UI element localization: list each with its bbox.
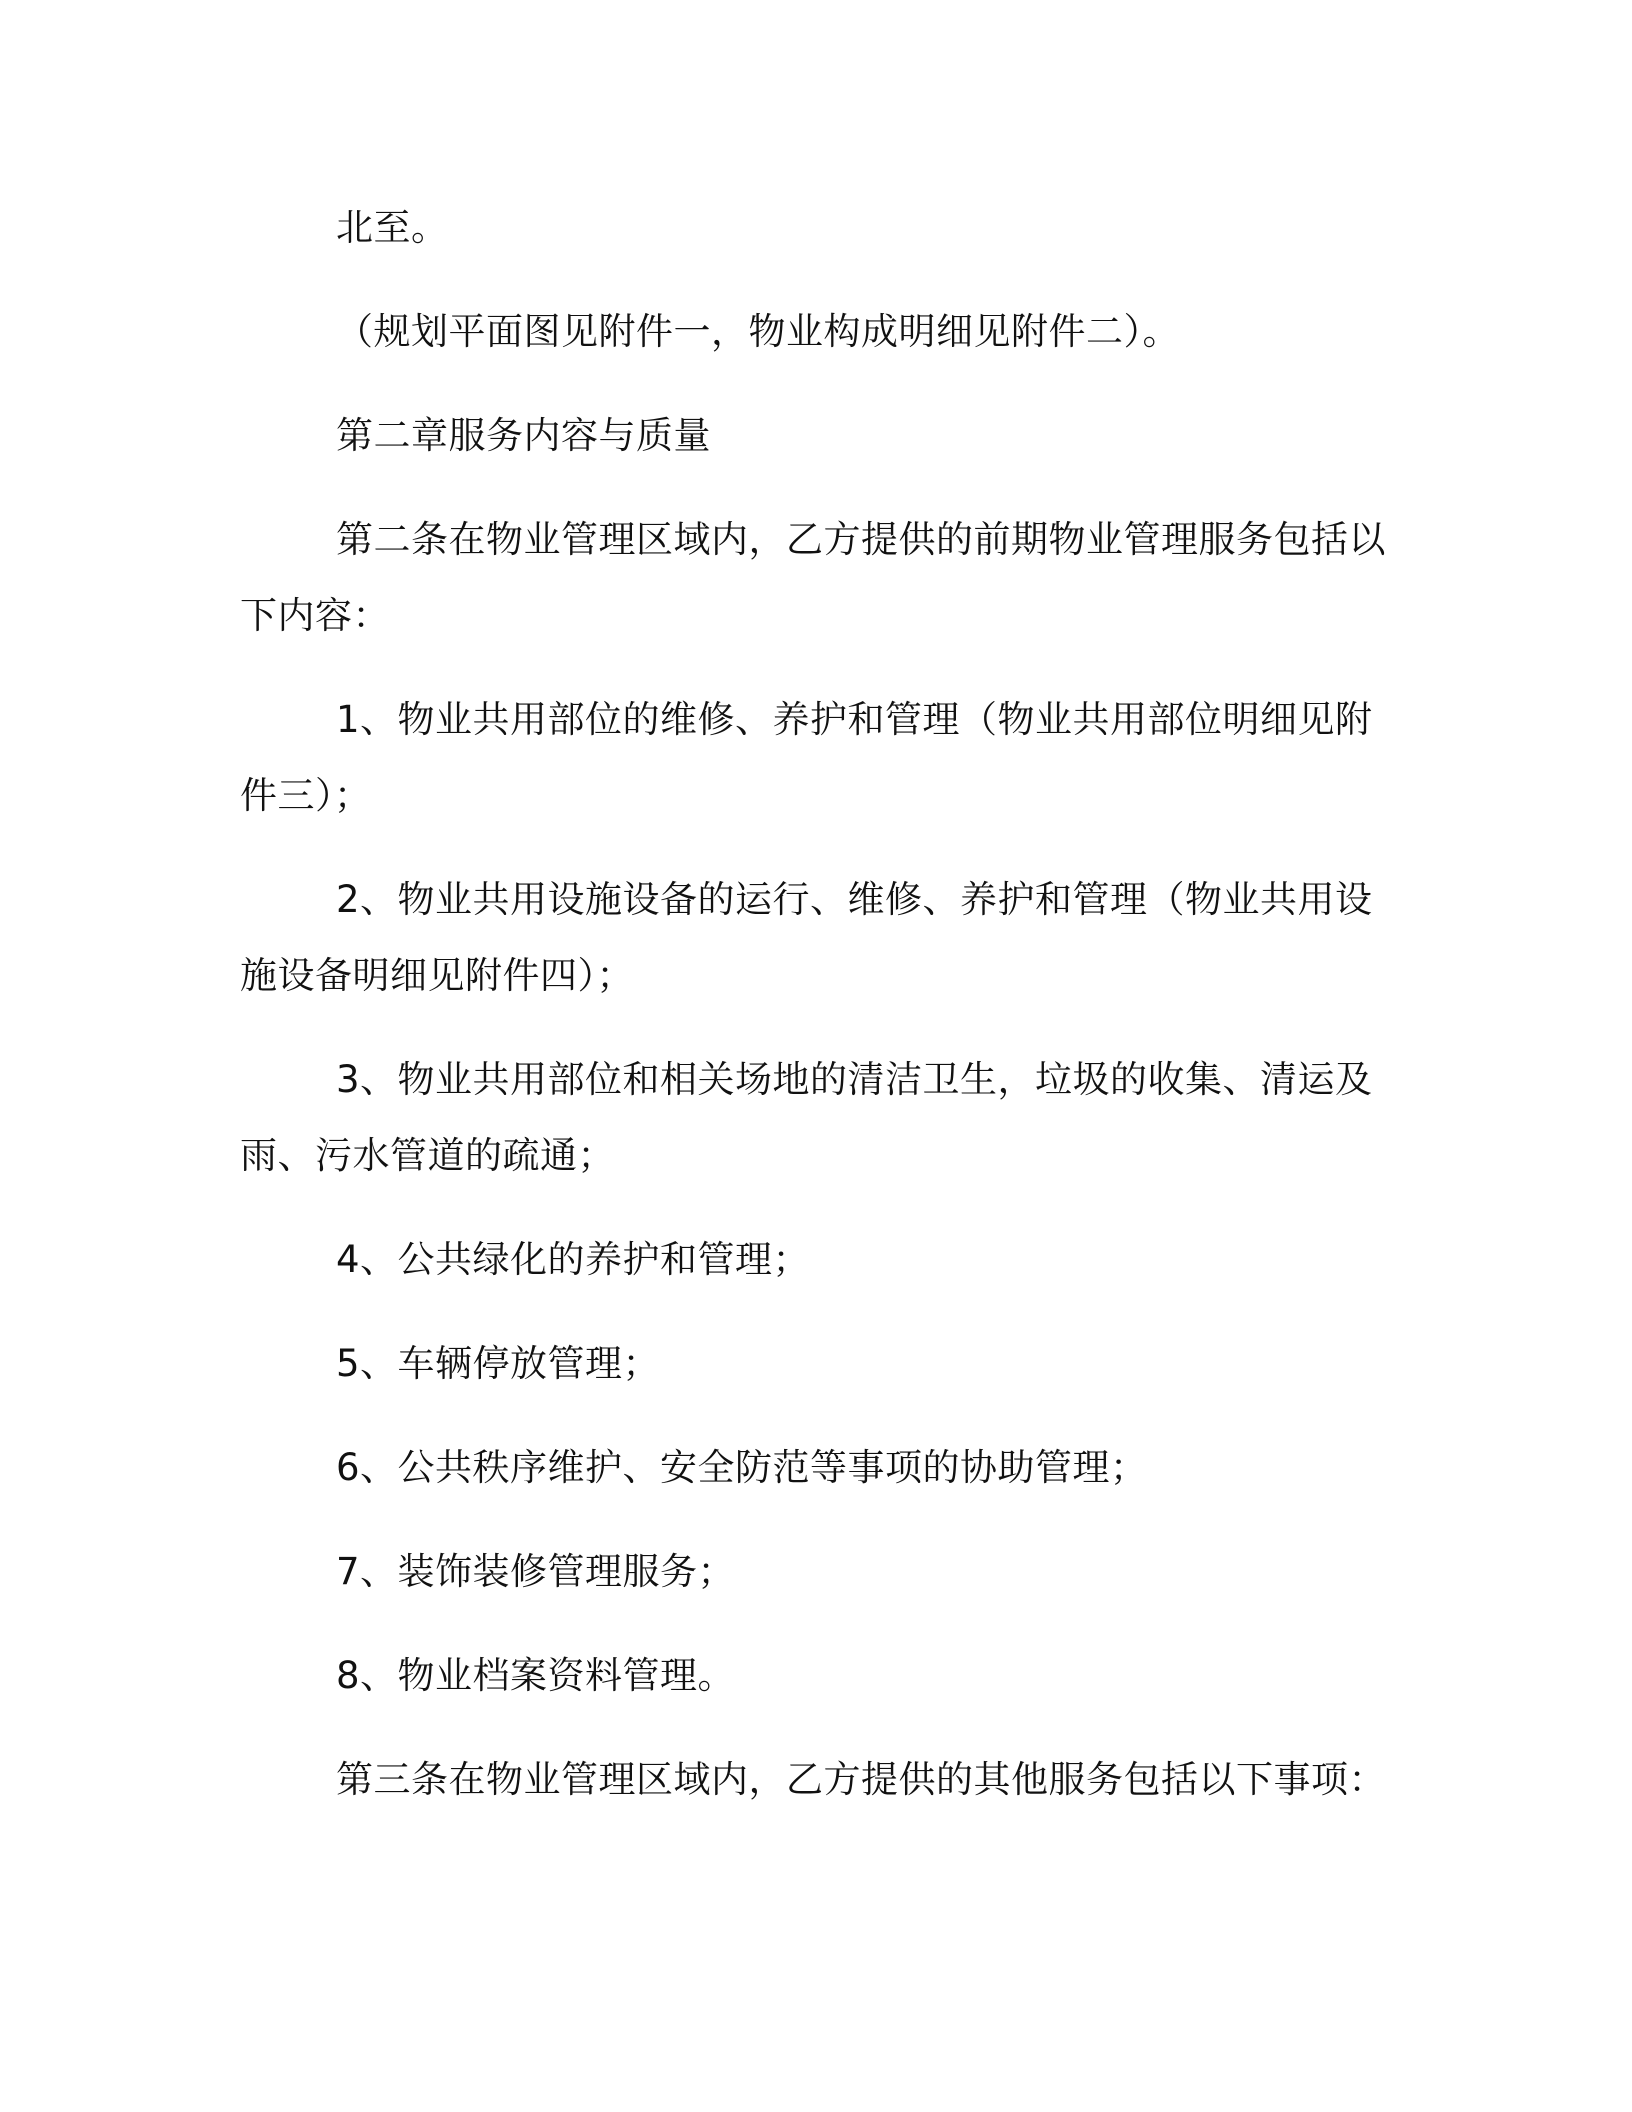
document-body: [240, 190, 1390, 1818]
chapter-heading: 第二章服务内容与质量: [336, 414, 711, 457]
paragraph-attachments-note: （规划平面图见附件一，物业构成明细见附件二）。: [336, 310, 1180, 353]
list-item-8: 8、物业档案资料管理。: [336, 1654, 736, 1697]
list-item-1: 1、物业共用部位的维修、养护和管理（物业共用部位明细见附件三）；: [240, 698, 1373, 817]
list-item-7: 7、装饰装修管理服务；: [336, 1550, 736, 1593]
list-item-6: 6、公共秩序维护、安全防范等事项的协助管理；: [336, 1446, 1148, 1489]
paragraph-north-boundary: 北至。: [336, 206, 449, 249]
article-two: 第二条在物业管理区域内，乙方提供的前期物业管理服务包括以下内容：: [240, 518, 1386, 637]
list-item-5: 5、车辆停放管理；: [336, 1342, 661, 1385]
list-item-4: 4、公共绿化的养护和管理；: [336, 1238, 811, 1281]
list-item-3: 3、物业共用部位和相关场地的清洁卫生，垃圾的收集、清运及雨、污水管道的疏通；: [240, 1058, 1373, 1177]
article-three: 第三条在物业管理区域内，乙方提供的其他服务包括以下事项：: [336, 1758, 1386, 1801]
list-item-2: 2、物业共用设施设备的运行、维修、养护和管理（物业共用设施设备明细见附件四）；: [240, 878, 1373, 997]
